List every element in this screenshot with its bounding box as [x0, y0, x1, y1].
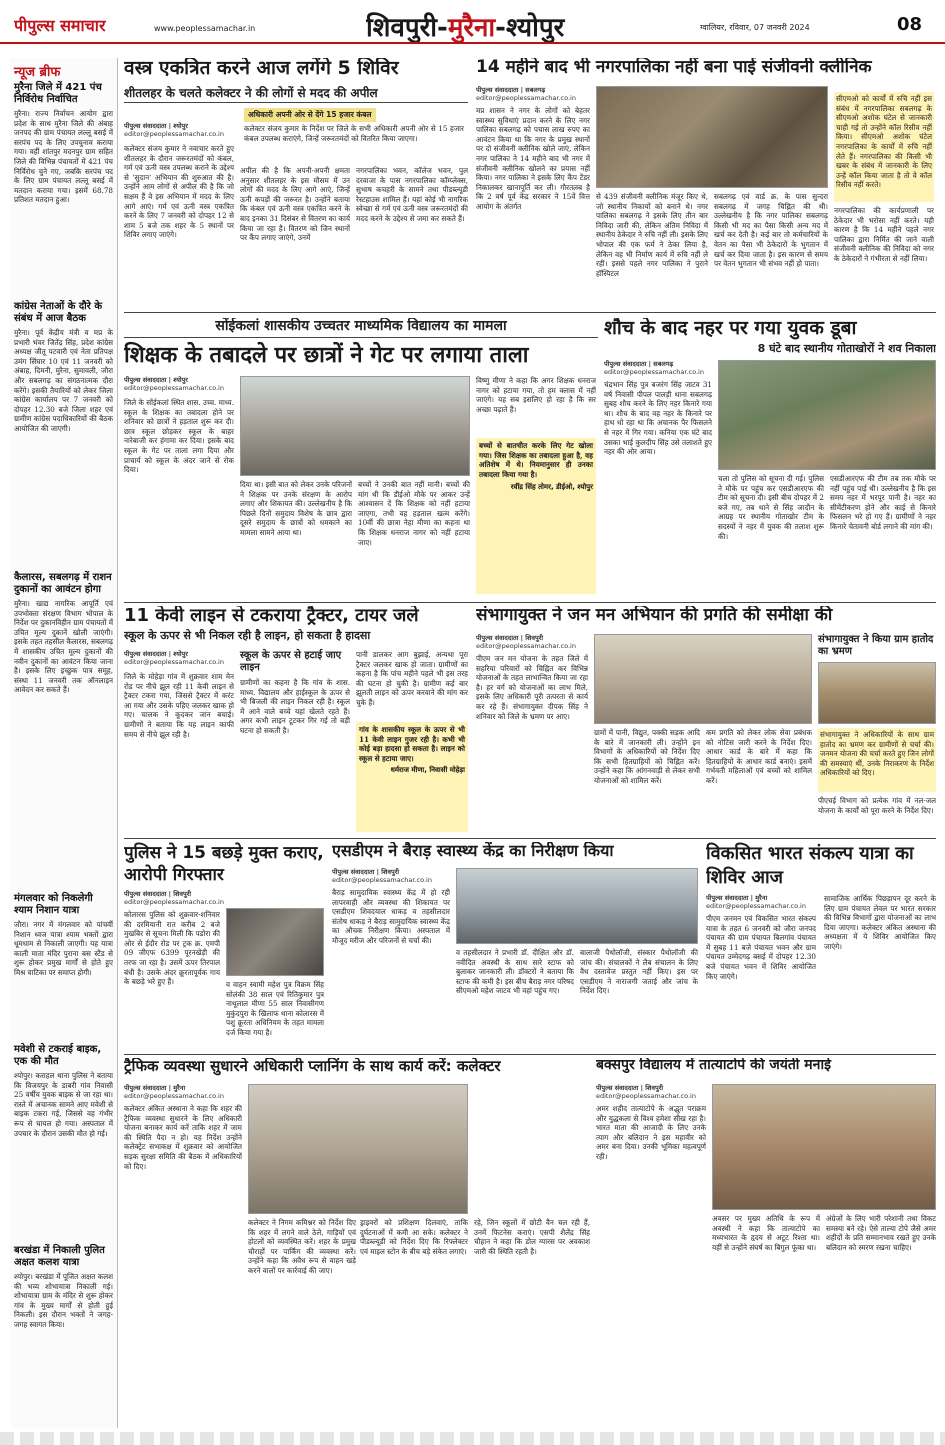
byline	[124, 890, 244, 906]
headline: ट्रैफिक व्यवस्था सुधारने अधिकारी प्लानिंग के साथ कार्य करें: कलेक्टर	[124, 1058, 501, 1075]
story-tractor-power-line	[124, 606, 468, 834]
column: व वाहन स्वामी महेश पुत्र विक्रम सिंह सोलंकी 38 साल एवं रितिकुमार पुत्र नाथूलाल मीणा 55 साल निवासीगण मुकुंदपुरा के खिलाफ थाना कोलारस में पशु क्रूरता अधिनियम के तहत मामला दर्ज किया गया है।	[226, 980, 324, 1037]
column: कलेक्टर अंकित अस्थाना ने कहा कि शहर की ट्रैफिक व्यवस्था सुधारने के लिए अधिकारी योजना बनाकर कार्य करें ताकि शहर में जाम की स्थिति पैदा न हो। यह निर्देश उन्होंने कलेक्ट्रेट सभाकक्ष में शुक्रवार को आयोजित सड़क सुरक्षा समिति की बैठक में अधिकारियों को दिए।	[124, 1104, 242, 1171]
brief-item	[10, 1241, 117, 1392]
section-divider	[124, 838, 936, 839]
byline-text: पीपुल्स संवाददाता | शिवपुरी	[476, 634, 544, 642]
byline-text: पीपुल्स संवाददाता | मुरैना	[706, 894, 768, 902]
masthead	[0, 0, 945, 44]
byline	[476, 634, 588, 650]
section-divider	[124, 312, 936, 313]
column: पीएचई विभाग को प्रत्येक गांव में नल-जल योजना के कार्यों को पूरा करने के निर्देश दिए।	[818, 796, 936, 815]
brief-body: मुरैना। खाद्य नागरिक आपूर्ति एवं उपभोक्ता संरक्षण विभाग भोपाल के निर्देश पर दुकानविहीन ग्राम पंचायतों में उचित मूल्य दुकानें खोली जाएंगी। इसके तहत तहसील कैलारस, सबलगढ़ में शासकीय उचित मूल्य दुकानों की नवीन दुकानों का आवंटन किया जाना है। इसके लिए इच्छुक पात्र समूह, संस्था 11 जनवरी तक ऑनलाइन आवेदन कर सकते हैं।	[14, 599, 113, 695]
brief-title: बरखंडा में निकाली पुलित अक्षत कलश यात्रा	[14, 1245, 105, 1268]
brief-title: मुरैना जिले में 421 पंच निर्विरोध निर्वाचित	[14, 82, 102, 105]
column: चंद्रभान सिंह पुत्र बजरंग सिंह जाटव 31 वर्ष निवासी पीपल पालड़ी थाना सबलगढ़ सुबह शौच करने के लिए नहर किनारे गया था। शौच के बाद वह नहर के किनारे पर हाथ धो रहा था कि अचानक पैर फिसलने से नहर में गिर गया। कनिया एक घंटे बाद उसका भाई कुलदीप सिंह उसे तलाशते हुए नहर की ओर आया।	[604, 380, 712, 457]
story-tatya-tope-jayanti	[596, 1058, 936, 1428]
brief-item	[10, 297, 117, 568]
column: अंग्रेजों के लिए भारी परेशानी तथा विकट समस्या बने रहे। ऐसे ताल्या टोपे जैसे अमर शहीदों के प्रति सम्मानभाव रखते हुए उनके बलिदान को स्मरण रखना चाहिए।	[826, 1214, 936, 1252]
title-shivpuri: शिवपुरी-	[366, 13, 448, 42]
village-visit-photo	[818, 662, 936, 724]
column: बालाजी पैथोलॉजी, संस्कार पैथोलॉजी की जांच की। संचालकों ने लैब संचालन के लिए वैध दस्तावेज प्रस्तुत नहीं किए। इस पर एसडीएम ने नाराजगी जताई और जांच के निर्देश दिए।	[580, 948, 698, 996]
column: बैराड़ सामुदायिक स्वास्थ्य केंद्र में हो रही लापरवाही और व्यवस्था की शिकायत पर एसडीएम शिवदयाल धाकड़ व तहसीलदार संतोष धाकड़ ने बैराड़ सामुदायिक स्वास्थ्य केंद्र का औचक निरीक्षण किया। अस्पताल में मौजूद मरीज और परिजनों से चर्चा की।	[332, 888, 450, 945]
byline	[596, 1084, 706, 1100]
brief-item	[10, 568, 117, 889]
brief-body: श्योपुर। कराहल थाना पुलिस ने बताया कि विजयपुर के डाबरी गांव निवासी 25 वर्षीय युवक बाइक से जा रहा था। रास्ते में अचानक सामने आए मवेशी से बाइक टकरा गई, जिससे वह गंभीर रूप से घायल हो गया। अस्पताल में उपचार के दौरान उसकी मौत हो गई।	[14, 1071, 113, 1138]
column: अपील की है कि अपनी-अपनी क्षमता अनुसार शीतलहर के इस मौसम में उन लोगों की मदद के लिए आगे आएं, जिन्हें ऊनी कपड़ों की जरूरत है। उन्होंने बताया कि कंबल एवं ऊनी वस्त्र एकत्रित करने के बाद इनका 31 दिसंबर से वितरण का कार्य किया जा रहा है। वितरण को जिन स्थानों पर कैंप लगाए जाएंगे, उनमें	[240, 166, 350, 243]
headline: संभागायुक्त ने जन मन अभियान की प्रगति की समीक्षा की	[476, 606, 833, 625]
byline-email: editor@peoplessamachar.co.in	[124, 898, 224, 906]
byline	[124, 376, 234, 392]
byline	[124, 650, 234, 666]
section-divider	[124, 1054, 936, 1055]
column: से 439 संजीवनी क्लीनिक मंजूर किए थे, जो स्थानीय निकायों को बनाने थे। नगर पालिका सबलगढ़ ने इसके लिए तीन बार निविदा जारी की, लेकिन अंतिम निविदा में स्थानीय ठेकेदार ने रुचि नहीं ली। इसके लिए भोपाल की एक फर्म ने ठेका लिया है, लेकिन वह भी निर्माण कार्य में रुचि नहीं ले रही। इससे पहले नगर पालिका ने पुराने हॉस्पिटल	[596, 192, 708, 278]
column: एसडीआरएफ की टीम तब तक मौके पर नहीं पहुंच पाई थी। उल्लेखनीय है कि इस समय नहर में भरपूर पानी है। नहर का सीमेंटीकरण होने और काई से किनारे फिसलन भरे हो गए हैं। ग्रामीणों ने नहर किनारे चेतावनी बोर्ड लगाने की मांग की।	[830, 474, 936, 531]
sidebar-text: कलेक्टर संजय कुमार के निर्देश पर जिले के सभी अधिकारी अपनी ओर से 15 हजार कंबल उपलब्ध कराएंगे, जिन्हें जरूरतमंदों को वितरित किया जाएगा।	[244, 124, 464, 143]
brief-title: कैलारस, सबलगढ़ में राशन दुकानों का आवंटन होगा	[14, 572, 112, 595]
villager-quote-box	[356, 722, 468, 832]
byline-text: पीपुल्स संवाददाता | सबलगढ़	[476, 86, 546, 94]
deck: 8 घंटे बाद स्थानीय गोताखोरों ने शव निकाला	[757, 341, 936, 355]
brief-item	[10, 82, 117, 297]
column: पीएम जन मन योजना के तहत जिले में सहरिया परिवारों को चिह्नित कर विभिन्न योजनाओं के तहत लाभान्वित किया जा रहा है। हर वर्ग को योजनाओं का लाभ मिले, इसके लिए अधिकारी पूरी तत्परता से कार्य कर रहे हैं। संभागायुक्त दीपक सिंह ने शनिवार को जिले के भ्रमण पर आए।	[476, 654, 588, 721]
brief-title: मंगलवार को निकलेगी श्याम निशान यात्रा	[14, 893, 93, 916]
byline-email: editor@peoplessamachar.co.in	[124, 658, 224, 666]
garbage-photo	[596, 86, 828, 188]
title-sheopur: -श्योपुर	[495, 13, 565, 42]
brief-title: मवेशी से टकराई बाइक, एक की मौत	[14, 1044, 102, 1067]
deo-quote-box	[476, 438, 596, 594]
headline: 11 केवी लाइन से टकराया ट्रैक्टर, टायर जले	[124, 606, 419, 626]
byline-text: पीपुल्स संवाददाता | शिवपुरी	[596, 1084, 664, 1092]
column: कोलारस पुलिस को शुक्रवार-शनिवार की दरमियानी रात करीब 2 बजे मुखबिर से सूचना मिली कि पडोरा की ओर से ईदौर रोड पर ट्रक क्र. एमपी 09 जीएफ 6399 पूरनखेड़ी की तरफ जा रहा है। उसमें ऊपर तिरपाल बंधी है। उसके अंदर क्रूरतापूर्वक गाय के बछड़े भरे हुए हैं।	[124, 910, 220, 987]
column: कलेक्टर संजय कुमार ने नवाचार करते हुए शीतलहर के दौरान जरूरतमंदों को कंबल, गर्म एवं ऊनी वस्त्र उपलब्ध कराने के उद्देश्य से 'सुदान' अभियान की शुरुआत की है। उन्होंने आम लोगों से अपील की है कि जो सक्षम हैं वे इस अभियान में मदद के लिए आगे आएं। गर्म एवं ऊनी वस्त्र एकत्रित करने के लिए 7 जनवरी को दोपहर 12 से शाम 5 बजे तक शहर के 5 स्थानों पर शिविर लगाए जाएंगे।	[124, 144, 234, 240]
byline-text: पीपुल्स संवाददाता | श्योपुर	[124, 376, 188, 384]
road-safety-meeting-photo	[248, 1084, 468, 1214]
byline	[706, 894, 826, 910]
headline: 14 महीने बाद भी नगरपालिका नहीं बना पाई संजीवनी क्लीनिक	[476, 58, 872, 77]
byline-text: पीपुल्स संवाददाता | श्योपुर	[124, 122, 188, 130]
headline: शौच के बाद नहर पर गया युवक डूबा	[604, 318, 857, 339]
brief-body: मुरैना। पूर्व केंद्रीय मंत्री व मप्र के प्रभारी भंवर जितेंद्र सिंह, प्रदेश कांग्रेस अध्यक्ष जीतू पटवारी एवं नेता प्रतिपक्ष उमंग सिंघार 10 एवं 11 जनवरी को अंबाह, दिमनी, मुरैना, सुमावली, जौरा और सबलगढ़ का संगठनात्मक दौरा करेंगे। इसकी तैयारियों को लेकर जिला कांग्रेस कार्यालय पर 7 जनवरी को दोपहर 12.30 बजे जिला शहर एवं ग्रामीण कांग्रेस पदाधिकारियों की बैठक आयोजित की जाएगी।	[14, 328, 113, 433]
byline	[332, 868, 452, 884]
byline	[604, 360, 714, 376]
column: अमर शहीद तात्याटोपे के अद्भुत पराक्रम और युद्धकला से विश्व हमेशा सीख रहा है। भारत माता की आजादी के लिए उनके त्याग और बलिदान ने इस महावीर को अमर बना दिया। उनकी भूमिका महत्वपूर्ण रही।	[596, 1104, 706, 1161]
students-photo	[240, 376, 470, 476]
column: कम प्रगति को लेकर लोक सेवा प्रबंधक को नोटिस जारी करने के निर्देश दिए। आधार कार्ड के बारे में कहा कि हितग्राहियों के आधार कार्ड बनाएं। इसमें गर्भवती महिलाओं एवं बच्चों को शामिल करें।	[706, 728, 812, 785]
byline-text: पीपुल्स संवाददाता | श्योपुर	[124, 650, 188, 658]
body-recovery-photo	[718, 360, 936, 470]
story-youth-drowned	[604, 318, 936, 596]
column: व तहसीलदार ने प्रभारी डॉ. दीक्षित और डॉ. नवीदित अवस्थी के साथ सारे स्टाफ को बुलाकर जानकारी ली। डॉक्टरों ने बताया कि स्टाफ की कमी है। इस बीच बैराड़ नगर परिषद सीएमओ महेश जाटव भी वहां पहुंच गए।	[456, 948, 574, 996]
subhead: स्कूल के ऊपर से हटाई जाए लाइन	[240, 650, 342, 673]
column: रहे, जिन स्कूलों में छोटी वैन चल रही हैं, उनमें फिटनेस कराएं। एसपी शैलेंद्र सिंह चौहान ने कहा कि डोल ग्यारस पर अवकाश जारी की स्थिति रहती है।	[474, 1218, 590, 1256]
story-clothes-camps	[124, 58, 468, 306]
brief-body: श्योपुर। बरखंडा में पूजित अक्षत कलश की भव्य शोभायात्रा निकाली गई। शोभायात्रा ग्राम के मंदिर से शुरू होकर गांव के मुख्य मार्गों से होती हुई निकली। इस दौरान भक्तों ने जगह-जगह स्वागत किया।	[14, 1272, 113, 1329]
byline-email: editor@peoplessamachar.co.in	[124, 384, 224, 392]
column: विष्णु मीणा ने कहा कि अगर शिक्षक धनराज नागर को हटाया गया, तो हम क्लास में नहीं जाएंगे। यह सब इसलिए हो रहा है कि सर अच्छा पढ़ाते हैं।	[476, 376, 596, 414]
registration-strip	[0, 1432, 945, 1445]
kicker: सोंईकलां शासकीय उच्चतर माध्यमिक विद्यालय का मामला	[124, 318, 598, 338]
dateline: ग्वालियर, रविवार, 07 जनवरी 2024	[700, 23, 810, 32]
section-divider	[124, 602, 936, 603]
column: दिया था। इसी बात को लेकर उनके परिजनों ने शिक्षक पर उनके संरक्षण के आरोप लगाए और शिकायत की। उल्लेखनीय है कि पिछले दिनों समुदाय विशेष के छात्र द्वारा दूसरे समुदाय के छात्रों को धमकाने का मामला सामने आया था।	[240, 480, 352, 537]
page-number: 08	[897, 14, 923, 35]
story-students-lock-gate	[124, 318, 598, 596]
brief-body: मुरैना। राज्य निर्वाचन आयोग द्वारा प्रदेश के साथ मुरैना जिले की अंबाह जनपद की ग्राम पंचायत लल्लू बसई में सरपंच पद के लिए उपचुनाव कराया गया। वहीं शांतपुर मदनपुर ग्राम सहित जिले की विभिन्न पंचायतों में 421 पंच निर्विरोध चुने गए, जबकि सरपंच पद के लिए ग्राम पंचायत लल्लू बसई में मतदान कराया गया। इसमें 68.78 प्रतिशत मतदान हुआ।	[14, 109, 113, 205]
byline-email: editor@peoplessamachar.co.in	[332, 876, 432, 884]
byline-email: editor@peoplessamachar.co.in	[596, 1092, 696, 1100]
column: ड्राइवरों को प्रशिक्षण दिलवाएं, ताकि दुर्घटनाओं में कमी आ सके। कलेक्टर ने पीडब्ल्यूडी को निर्देश दिए कि रिफ्लेक्टर एवं माइल स्टोन के बीच बड़े संकेत लगाएं।	[360, 1218, 468, 1256]
byline-email: editor@peoplessamachar.co.in	[706, 902, 806, 910]
byline	[124, 1084, 242, 1100]
byline-text: पीपुल्स संवाददाता | शिवपुरी	[332, 868, 400, 876]
column: सामाजिक आर्थिक पिछड़ापन दूर करने के लिए ग्राम पंचायत लेवल पर भारत सरकार की विभिन्न विभागों द्वारा योजनाओं का लाभ दिया जाएगा। कलेक्टर अंकित अस्थाना की अध्यक्षता में ये शिविर आयोजित किए जाएंगे।	[824, 894, 936, 951]
masthead-title	[366, 8, 616, 42]
story-sanjivani-clinic	[476, 58, 936, 306]
brief-body: जौरा। नगर में मंगलवार को पांचवीं निशान ध्वज यात्रा श्याम भक्तों द्वारा धूमधाम से निकाली जाएगी। यह यात्रा काली माता मंदिर पुराना बस स्टैंड से शुरू होकर प्रमुख मार्गों से होते हुए मिश्र वाटिका पर समाप्त होगी।	[14, 920, 113, 977]
column: जिले के मोहेड़ा गांव में शुक्रवार शाम मेन रोड पर नीचे झूल रही 11 केवी लाइन से ट्रैक्टर टकरा गया, जिससे ट्रैक्टर में करंट आ गया और उसके पहिए जलकर खाक हो गए। चालक ने कूदकर जान बचाई। ग्रामीणों ने बताया कि यह लाइन काफी समय से नीचे झूल रही है।	[124, 672, 234, 739]
school-event-photo	[712, 1084, 936, 1210]
brief-item	[10, 889, 117, 1040]
health-centre-photo	[456, 868, 698, 944]
column: पीएम जनमन एवं विकसित भारत संकल्प यात्रा के तहत 6 जनवरी को जौरा जनपद पंचायत की ग्राम पंचायत बिलगांव पंचायत में सुबह 11 बजे पंचायत भवन और ग्राम पंचायत उम्मेदगढ़ बसई में दोपहर 12.30 बजे पंचायत भवन में शिविर आयोजित किए जाएंगे।	[706, 914, 816, 981]
highlight-banner: अधिकारी अपनी ओर से देंगे 15 हजार कंबल	[244, 108, 376, 122]
logo-text: पीपुल्स समाचार	[14, 16, 106, 35]
column: अवसर पर मुख्य अतिथि के रूप में अवस्थी ने कहा कि तात्याटोपे का मध्यभारत के हृदय से अटूट रिश्ता था। यहीं से उन्होंने संघर्ष का बिगुल फूंका था।	[712, 1214, 820, 1252]
deck: स्कूल के ऊपर से भी निकल रही है लाइन, हो सकता है हादसा	[124, 628, 371, 642]
column: जिले के सोंईकलां स्थित शास. उच्च. माध्य. स्कूल के शिक्षक का तबादला होने पर शनिवार को छात्रों ने हड़ताल शुरू कर दी। छात्र स्कूल छोड़कर स्कूल के बाहर नारेबाजी कर हंगामा कर दिया। इसके बाद स्कूल के गेट पर ताला लगा दिया और प्राचार्य को स्कूल के अंदर जाने से रोक दिया।	[124, 398, 234, 475]
masthead-website: www.peoplessamachar.in	[154, 24, 256, 33]
headline: एसडीएम ने बैराड़ स्वास्थ्य केंद्र का निरीक्षण किया	[332, 842, 614, 860]
headline: पुलिस ने 15 बछड़े मुक्त कराए, आरोपी गिरफ्तार	[124, 843, 324, 885]
headline: वस्त्र एकत्रित करने आज लगेंगे 5 शिविर	[124, 58, 399, 79]
column: चला तो पुलिस को सूचना दी गई। पुलिस ने मौके पर पहुंच कर एसडीआरएफ की टीम को सूचना दी। इसी बीच दोपहर में 2 बजे गए, तब थाने से सिंह जादौन के आग्रह पर स्थानीय गोताखोर टीम के सदस्यों ने नहर में युवक की तलाश शुरू की।	[718, 474, 824, 541]
column: कलेक्टर ने निगम कमिश्नर को निर्देश दिए कि शहर में लगने वाले ठेले, गाड़ियों एवं होटलों को व्यवस्थित करें। शहर के प्रमुख चौराहों पर पार्किंग की व्यवस्था करें। उन्होंने कहा कि अवैध रूप से वाहन खड़े करने वालों पर कार्रवाई की जाए।	[248, 1218, 356, 1275]
story-traffic-planning	[124, 1058, 590, 1428]
byline	[476, 86, 596, 102]
brief-title: कांग्रेस नेताओं के दौरे के संबंध में आज बैठक	[14, 301, 103, 324]
column: सबलगढ़ एवं वार्ड क्र. के पास सुन्दरा सबलगढ़ में जगह चिह्नित की थी। उल्लेखनीय है कि नगर पालिका सबलगढ़ किसी भी मद का पैसा किसी अन्य मद में खर्च कर देती है। कई बार तो कर्मचारियों के वेतन का पैसा भी ठेकेदारों के भुगतान में खर्च कर दिया जाता है। इस कारण से समय पर वेतन भुगतान भी संभव नहीं हो पाता।	[714, 192, 828, 269]
column: ग्रामों में पानी, विद्युत, पक्की सड़क आदि के बारे में जानकारी ली। उन्होंने इन विभागों के अधिकारियों को निर्देश दिए कि सभी हितग्राहियों को चिह्नित करें। उन्होंने कहा कि आंगनवाड़ी से लेकर सभी योजनाओं को शामिल करें।	[594, 728, 700, 785]
news-brief-column	[10, 58, 118, 1428]
sidebar-title: संभागायुक्त ने किया ग्राम हातोद का भ्रमण	[818, 634, 934, 657]
story-viksit-bharat-camp	[706, 842, 936, 1050]
quote-text: बच्चों से बातचीत करके लिए गेट खोला गया। जिस शिक्षक का तबादला हुआ है, वह अतिशेष में थे। नियमानुसार ही उनका तबादला किया गया है।	[479, 441, 593, 479]
masthead-logo	[14, 14, 164, 38]
sidebar-cmo: सीएमओ को कार्यों में रुचि नहीं इस संबंध में नगरपालिका सबलगढ़ के सीएमओ अशोक घंटेल से जानकारी चाही गई तो उन्होंने कॉल रिसीव नहीं किया। सीएमओ अशोक घंटेल नगरपालिका के कार्यों में रुचि नहीं लेते हैं। नगरपालिका की किसी भी खबर के संबंध में जानकारी के लिए उन्हें कॉल किया जाता है तो वे कॉल रिसीव नहीं करते।	[834, 92, 934, 202]
byline-email: editor@peoplessamachar.co.in	[476, 94, 576, 102]
headline: विकसित भारत संकल्प यात्रा का शिविर आज	[706, 843, 914, 888]
byline-email: editor@peoplessamachar.co.in	[124, 130, 224, 138]
story-sdm-inspection	[332, 842, 698, 1050]
byline-email: editor@peoplessamachar.co.in	[604, 368, 704, 376]
headline: बक्सपुर विद्यालय में तात्याटोपे की जयंती मनाई	[596, 1058, 831, 1073]
byline	[124, 122, 234, 138]
byline-text: पीपुल्स संवाददाता | सबलगढ़	[604, 360, 674, 368]
quote-text: गांव के शासकीय स्कूल के ऊपर से भी 11 केवी लाइन गुजर रही है। कभी भी कोई बड़ा हादसा हो सकता है। लाइन को स्कूल से हटाया जाए।	[359, 725, 465, 763]
byline-email: editor@peoplessamachar.co.in	[124, 1092, 224, 1100]
story-jan-man-review	[476, 606, 936, 834]
headline: शिक्षक के तबादले पर छात्रों ने गेट पर लगाया ताला	[124, 342, 529, 368]
quote-attribution: रवींद्र सिंह तोमर, डीईओ, श्योपुर	[510, 483, 593, 492]
deck: शीतलहर के चलते कलेक्टर ने की लोगों से मदद की अपील	[124, 86, 468, 103]
column: नगरपालिका की कार्यप्रणाली पर ठेकेदार भी भरोसा नहीं करते। यही कारण है कि 14 महीने पहले नगर पालिका द्वारा निर्मित की जाने वाली संजीवनी क्लीनिक की निविदा को नगर के ठेकेदारों ने गंभीरता से नहीं लिया।	[834, 206, 934, 263]
column: नगरपालिका भवन, कॉलेज भवन, पुल दरवाजा के पास नगरपालिका कॉम्प्लेक्स, सुभाष कचहरी के सामने तथा पीडब्ल्यूडी रेस्टहाउस शामिल हैं। यहां कोई भी नागरिक स्वेच्छा से गर्म एवं ऊनी वस्त्र जरूरतमंदों की मदद करने के उद्देश्य से जमा कर सकते हैं।	[356, 166, 468, 223]
column: पानी डालकर आग बुझाई, अन्यथा पूरा ट्रैक्टर जलकर खाक हो जाता। ग्रामीणों का कहना है कि पांच महीने पहले भी इस तरह की घटना हो चुकी है। ग्रामीण कई बार झूलती लाइन को ऊपर करवाने की मांग कर चुके हैं।	[356, 650, 468, 707]
sidebar-caption: संभागायुक्त ने अधिकारियों के साथ ग्राम हातोद का भ्रमण कर ग्रामीणों से चर्चा की। जनमन योजना की चर्चा करते हुए जिन लोगों की समस्याएं थीं, उनके निराकरण के निर्देश अधिकारियों को दिए।	[818, 728, 936, 792]
news-brief-label: न्यूज ब्रीफ	[14, 65, 61, 80]
story-calves-rescued	[124, 842, 324, 1050]
byline-text: पीपुल्स संवाददाता | शिवपुरी	[124, 890, 192, 898]
column: ग्रामीणों का कहना है कि गांव के शास. माध्य. विद्यालय और हाईस्कूल के ऊपर से भी बिजली की लाइन निकल रही है। स्कूल में आने वाले बच्चे यहां खेलते रहते हैं। अगर कभी लाइन टूटकर गिर गई तो बड़ी घटना हो सकती है।	[240, 678, 350, 735]
byline-text: पीपुल्स संवाददाता | मुरैना	[124, 1084, 186, 1092]
column: मप्र शासन ने नगर के लोगों को बेहतर स्वास्थ्य सुविधाएं प्रदान करने के लिए नगर पालिका सबलगढ़ को पचास लाख रुपए का आवंटन किया था कि नगर के प्रमुख स्थानों पर दो संजीवनी क्लीनिक खोले जाएं, लेकिन नगर पालिका ने 14 महीने बाद भी नगर में संजीवनी क्लीनिक खोलने का प्रयास नहीं किया। नगर पालिका ने इसके लिए कैंप टेंडर निकालकर खानापूर्ति कर ली। गौरतलब है कि 2 वर्ष पूर्व केंद्र सरकार ने 15वें वित्त आयोग के अंतर्गत	[476, 106, 590, 211]
quote-attribution: धर्मराज मीणा, निवासी मोहेड़ा	[390, 766, 465, 775]
calves-truck-photo	[226, 908, 324, 976]
meeting-photo	[594, 634, 812, 724]
brief-item	[10, 1040, 117, 1241]
column: बच्चों ने उनकी बात नहीं मानी। बच्चों की मांग थी कि डीईओ मौके पर आकर उन्हें आश्वासन दें कि शिक्षक को नहीं हटाया जाएगा, तभी वह हड़ताल खत्म करेंगे। 10वीं की छात्रा नेहा मीणा का कहना था कि शिक्षक धनराज नागर को नहीं हटाया जाए।	[358, 480, 470, 547]
byline-email: editor@peoplessamachar.co.in	[476, 642, 576, 650]
title-morena: मुरैना	[447, 13, 496, 42]
